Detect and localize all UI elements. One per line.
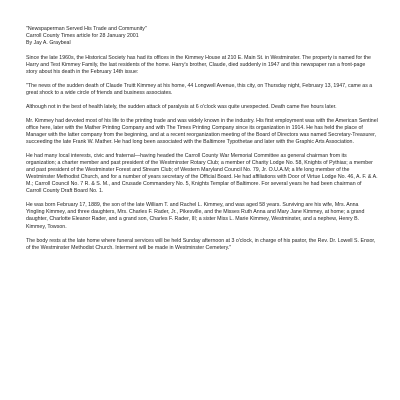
paragraph-family: He was born February 17, 1889, the son of the late William T. and Rachel L. Kimmey, and was aged 58 years. Surviving are his wife, Mrs. Anna Yingling Kimmey, and three daughters, Mrs. Charles F. Rader, Jr., Pikesville, and the Misses Ruth Anna and Mary Jane Kimmey, at home; a grand daughter, Charlotte Eleanor Rader, and a grand son, Charles F. Rader, III; a sister Miss L. Marie Kimmey, Westminster, and a nephew, Henry B. Kimmey, Towson. (26, 202, 365, 230)
paragraph-interests: He had many local interests, civic and fraternal—having headed the Carroll County War Memorial Committee as general chairman from its organization; a charter member and past president of the Westminster Rotary Club; a member of Charity Lodge No. 58, Knights of Pythias; a member and past president of the Westminster Forest and Stream Club; of Western Maryland Council No. 79, Jr. O.U.A.M; a life long member of the Westminster Methodist Church, and for a number of years secretary of the Official Board. He had affiliations with Door of Virtue Lodge No. 46, A. F. & A. M.; Carroll Council No. 7 R. & S. M., and Crusade Commandery No. 5, Knights Templar of Baltimore. For several years he had been chairman of Carroll County Draft Board No. 1. (26, 153, 378, 195)
article-byline: By Jay A. Graybeal (26, 40, 71, 47)
article-header (26, 26, 378, 47)
paragraph-career: Mr. Kimmey had devoted most of his life to the printing trade and was widely known in the industry. His first employment was with the American Sentinel office here, later with the Mather Printing Company and with The Times Printing Company since its organization in 1914. He has held the place of Manager with the latter company from the beginning, and at a recent reorganization meeting of the Board of Directors was named Secretary-Treasurer, succeeding the late Frank W. Mather. He had long been associated with the Baltimore Typothetae and later with the Graphic Arts Association. (26, 117, 378, 146)
paragraph-funeral: The body rests at the late home where funeral services will be held Sunday afternoon at 3 o'clock, in charge of his pastor, the Rev. Dr. Lowell S. Ensor, of the Westminster Methodist Church. Interment will be made in Westminster Cemetery." (26, 237, 376, 251)
article-source: Carroll County Times article for 28 January 2001 (26, 33, 139, 40)
article-body (26, 26, 378, 259)
article-title: "Newspaperman Served His Trade and Community" (26, 26, 147, 32)
paragraph-attack: Although not in the best of health lately, the sudden attack of paralysis at 6 o'clock was quite unexpected. Death came five hours later. (26, 103, 337, 110)
paragraph-news: "The news of the sudden death of Claude Truitt Kimmey at his home, 44 Longwell Avenue, this city, on Thursday night, February 13, 1947, came as a great shock to a wide circle of friends and business associates. (26, 82, 373, 96)
paragraph-intro: Since the late 1960s, the Historical Society has had its offices in the Kimmey House at 210 E. Main St. in Westminster. The property is named for the Harry and Test Kimmey Family, the last residents of the home. Harry's brother, Claude, died suddenly in 1947 and this newspaper ran a front-page story about his death in the February 14th issue: (26, 54, 371, 75)
